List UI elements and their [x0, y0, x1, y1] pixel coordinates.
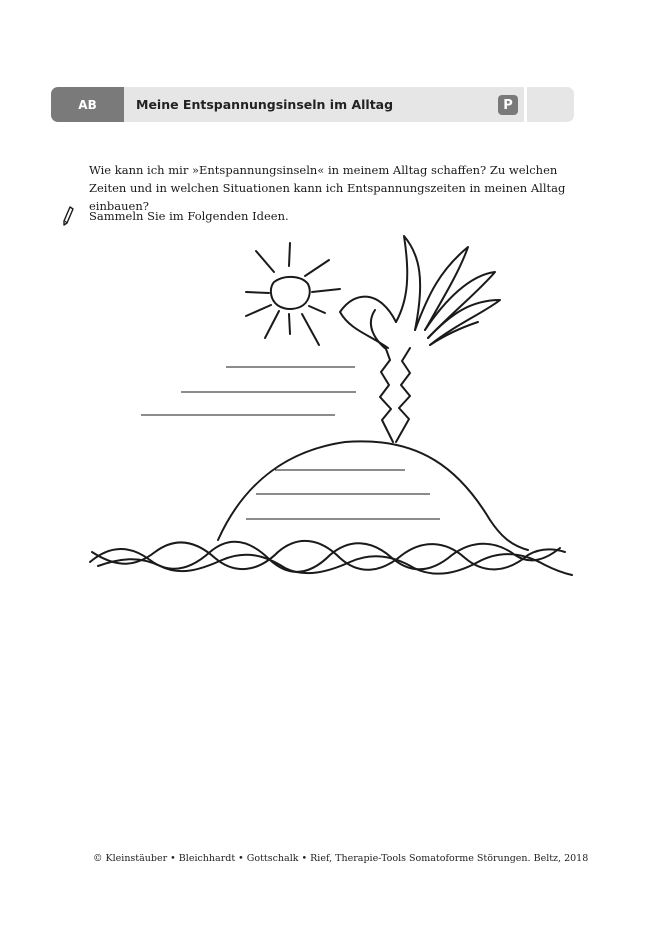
page-title: Meine Entspannungsinseln im Alltag — [136, 97, 394, 112]
waves-icon — [90, 541, 572, 575]
palm-tree-icon — [340, 236, 500, 442]
header-badge: P — [498, 95, 518, 115]
footer-copyright: © Kleinstäuber • Bleichhardt • Gottschalk • Rief, Therapie-Tools Somatoforme Störungen. Beltz, 2018 — [93, 853, 589, 864]
header-tag: AB — [51, 87, 124, 122]
island-icon — [218, 441, 528, 550]
intro-text: Wie kann ich mir »Entspannungsinseln« in meinem Alltag schaffen? Zu welchen Zeiten und in welchen Situationen kann ich Entspannungszeiten in meinen Alltag einbauen? — [89, 163, 566, 213]
sun-icon — [246, 243, 340, 345]
task-text: Sammeln Sie im Folgenden Ideen. — [89, 209, 289, 223]
